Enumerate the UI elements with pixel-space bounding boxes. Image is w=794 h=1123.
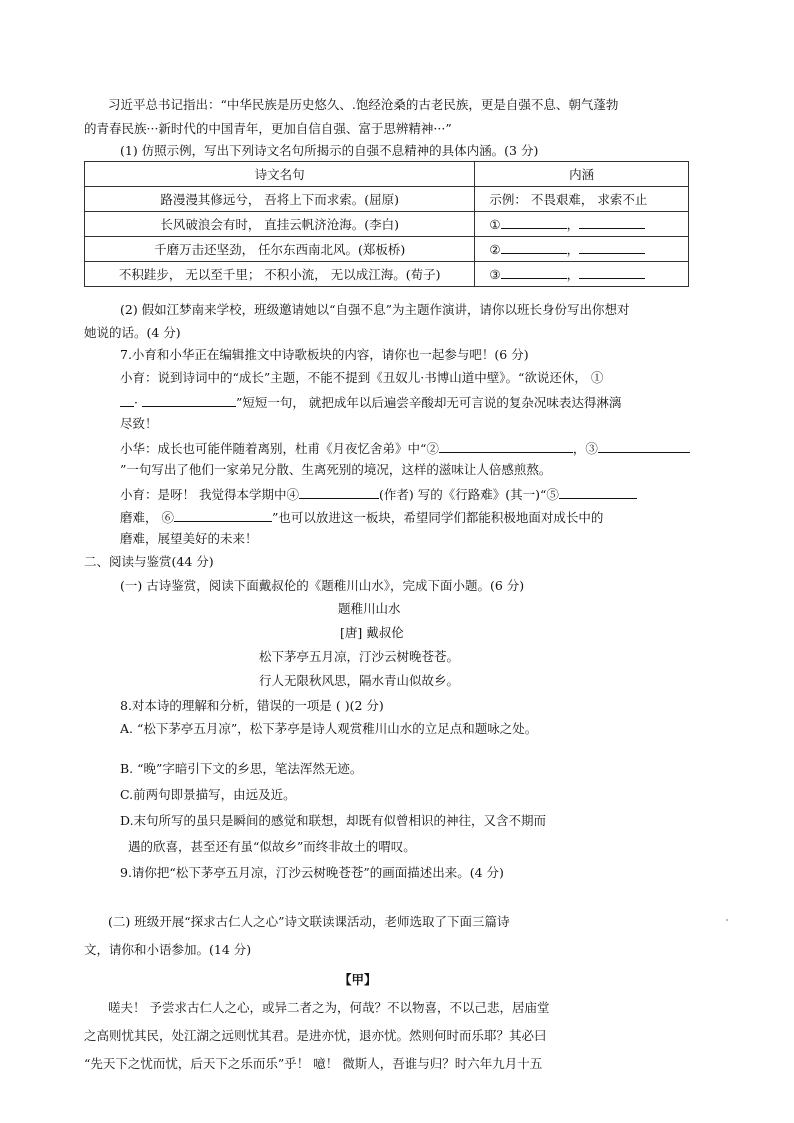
part-1-intro: (一) 古诗鉴赏，阅读下面戴叔伦的《题稚川山水》，完成下面小题。(6 分) [120,578,525,593]
table-row [85,237,689,262]
verse-cell: 长风破浪会有时， 直挂云帆济沧海。(李白) [85,212,475,237]
question-9: 9.请你把“松下茅亭五月凉，汀沙云树晚苍苍”的画面描述出来。(4 分) [120,865,504,880]
intro-line-2: 的青春民族···新时代的中国青年，更加自信自强、富于思辨精神···” [84,121,452,136]
option-c[interactable]: C.前两句即景描写，由远及近。 [120,787,296,802]
meaning-blank-cell[interactable] [475,262,689,287]
question-7-line-7-a: 磨难， ⑥ [120,510,174,525]
answer-blank[interactable] [579,243,645,254]
question-7-line-2-text: ”短短一句， 就把成年以后遍尝辛酸却无可言说的复杂况味表达得淋漓 [235,395,622,410]
middle-dot: · [134,395,138,410]
question-7-line-6 [120,487,637,502]
question-7-line-8: 磨难，展望美好的未来！ [120,531,258,546]
comma: ， [566,242,580,257]
question-7-line-2 [120,395,621,410]
question-8-stem: 8.对本诗的理解和分析，错误的一项是 ( )(2 分) [120,698,384,713]
circled-number: ① [489,217,501,232]
verse-cell: 路漫漫其修远兮， 吾将上下而求索。(屈原) [85,187,475,212]
table-row [85,262,689,287]
verse-cell: 千磨万击还坚劲， 任尔东西南北风。(郑板桥) [85,237,475,262]
meaning-example: 示例： 不畏艰难， 求索不止 [475,187,689,212]
verse-table [84,161,689,287]
scan-speck [726,919,728,921]
meaning-blank-cell[interactable] [475,237,689,262]
table-row [85,187,689,212]
question-7-line-7-b: ”也可以放进这一板块，希望同学们都能积极地面对成长中的 [271,510,604,525]
question-6-2-line-1: (2) 假如江梦南来学校，班级邀请她以“自强不息”为主题作演讲，请你以班长身份写出你想对 [120,302,630,317]
answer-blank[interactable] [501,218,567,229]
table-row [85,212,689,237]
part-2-line-1: (二) 班级开展“探求古仁人之心”诗文联读课活动，老师选取了下面三篇诗 [108,914,510,929]
poem-line-2: 行人无限秋风思，隔水青山似故乡。 [259,673,460,688]
answer-blank[interactable] [598,441,690,453]
question-7-line-3: 尽致！ [120,416,158,431]
option-d-line-2: 遇的欣喜，甚至还有虽“似故乡”而终非故土的喟叹。 [128,839,416,854]
circled-number: ③ [489,267,501,282]
question-6-1: (1) 仿照示例，写出下列诗文名句所揭示的自强不息精神的具体内涵。(3 分) [120,143,539,158]
option-d-line-1[interactable]: D.末句所写的虽只是瞬间的感觉和联想，却既有似曾相识的神往，又含不期而 [120,813,547,828]
question-7-line-5: ”一句写出了他们一家弟兄分散、生离死别的境况，这样的滋味让人倍感煎熬。 [120,462,552,477]
answer-blank[interactable] [579,268,645,279]
comma: ， [566,217,580,232]
answer-blank[interactable] [120,395,134,407]
question-7-line-4-b: ，③ [572,441,598,456]
passage-line-2: 之高则忧其民，处江湖之远则忧其君。是进亦忧，退亦忧。然则何时而乐耶？其必曰 [84,1028,547,1043]
question-7-line-6-b: (作者) 写的《行路难》(其一)“⑤ [378,487,559,502]
poem-title: 题稚川山水 [338,601,401,616]
answer-blank[interactable] [299,487,379,499]
answer-blank[interactable] [501,243,567,254]
table-header-verse: 诗文名句 [85,162,475,187]
question-7-line-6-a: 小育：是呀！ 我觉得本学期中④ [120,487,299,502]
question-7-line-7 [120,510,603,525]
circled-number: ② [489,242,501,257]
passage-line-3: “先天下之忧而忧，后天下之乐而乐”乎！ 噫！ 微斯人，吾谁与归？时六年九月十五 [84,1056,543,1071]
answer-blank[interactable] [142,395,236,407]
passage-line-1: 嗟夫！ 予尝求古仁人之心，或异二者之为，何哉？不以物喜，不以己悲，居庙堂 [108,1000,550,1015]
answer-blank[interactable] [174,510,272,522]
question-7-line-4 [120,441,690,456]
question-7-head: 7.小育和小华正在编辑推文中诗歌板块的内容，请你也一起参与吧！(6 分) [120,347,529,362]
intro-line-1: 习近平总书记指出：“中华民族是历史悠久、.饱经沧桑的古老民族，更是自强不息、朝气蓬勃 [108,97,619,112]
answer-blank[interactable] [579,218,645,229]
poem-line-1: 松下茅亭五月凉，汀沙云树晚苍苍。 [259,649,460,664]
option-b[interactable]: B. “晚”字暗引下文的乡思，笔法浑然无迹。 [120,761,363,776]
poem-author: [唐] 戴叔伦 [340,625,404,640]
question-7-line-1: 小育：说到诗词中的“成长”主题，不能不提到《丑奴儿·书博山道中壁》。“欲说还休， ① [120,370,604,385]
section-2-heading: 二、阅读与鉴赏(44 分) [84,554,214,569]
part-2-line-2: 文，请你和小语参加。(14 分) [84,942,252,957]
option-a[interactable]: A. “松下茅亭五月凉”，松下茅亭是诗人观赏稚川山水的立足点和题咏之处。 [120,721,538,736]
answer-blank[interactable] [559,487,637,499]
meaning-blank-cell[interactable] [475,212,689,237]
verse-cell: 不积跬步， 无以至千里； 不积小流， 无以成江海。(荀子) [85,262,475,287]
question-6-2-line-2: 她说的话。(4 分) [84,325,181,340]
table-header-meaning: 内涵 [475,162,689,187]
text-label-jia: 【甲】 [339,972,377,987]
table-header-row [85,162,689,187]
comma: ， [566,267,580,282]
answer-blank[interactable] [501,268,567,279]
answer-blank[interactable] [439,441,573,453]
question-7-line-4-a: 小华：成长也可能伴随着离别，杜甫《月夜忆舍弟》中“② [120,441,439,456]
